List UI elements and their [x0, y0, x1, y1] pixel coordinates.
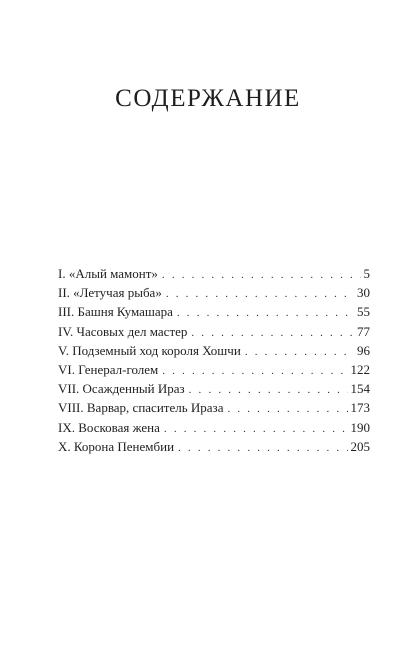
toc-entry — [58, 437, 370, 456]
toc-entry-page: 5 — [363, 266, 370, 281]
dot-leader — [177, 304, 354, 323]
table-of-contents — [58, 264, 370, 456]
toc-entry-page: 77 — [357, 323, 370, 339]
toc-entry-title: X. Корона Пенембии — [58, 438, 175, 454]
toc-entry-title: I. «Алый мамонт» — [58, 266, 158, 281]
toc-entry-page: 30 — [357, 285, 370, 301]
toc-entry-page: 190 — [350, 419, 370, 435]
toc-entry-page: 55 — [357, 304, 370, 320]
toc-entry — [58, 379, 370, 398]
dot-leader — [162, 362, 347, 381]
toc-entry-title: IV. Часовых дел мастер — [58, 323, 188, 339]
page-title: СОДЕРЖАНИЕ — [115, 85, 301, 112]
toc-entry-title: V. Подземный ход короля Хошчи — [58, 342, 241, 358]
toc-entry — [58, 322, 370, 341]
toc-entry — [58, 264, 370, 283]
toc-entry-title: IX. Восковая жена — [58, 419, 160, 435]
dot-leader — [162, 266, 361, 285]
toc-entry-title: VIII. Варвар, спаситель Ираза — [58, 400, 224, 416]
toc-entry — [58, 283, 370, 302]
toc-entry — [58, 302, 370, 321]
dot-leader — [166, 285, 354, 304]
toc-entry-title: II. «Летучая рыба» — [58, 285, 162, 301]
toc-entry-title: VII. Осажденный Ираз — [58, 381, 185, 397]
toc-entry — [58, 360, 370, 379]
dot-leader — [245, 343, 354, 362]
toc-entry-page: 173 — [350, 400, 370, 416]
dot-leader — [178, 439, 347, 458]
toc-entry-title: III. Башня Кумашара — [58, 304, 173, 320]
toc-entry-page: 205 — [350, 438, 370, 454]
dot-leader — [227, 400, 347, 419]
toc-entry-title: VI. Генерал-голем — [58, 361, 159, 377]
dot-leader — [164, 420, 348, 439]
toc-entry — [58, 418, 370, 437]
toc-entry-page: 96 — [357, 342, 370, 358]
toc-entry — [58, 341, 370, 360]
toc-entry-page: 122 — [350, 361, 370, 377]
toc-entry — [58, 398, 370, 417]
toc-entry-page: 154 — [350, 381, 370, 397]
